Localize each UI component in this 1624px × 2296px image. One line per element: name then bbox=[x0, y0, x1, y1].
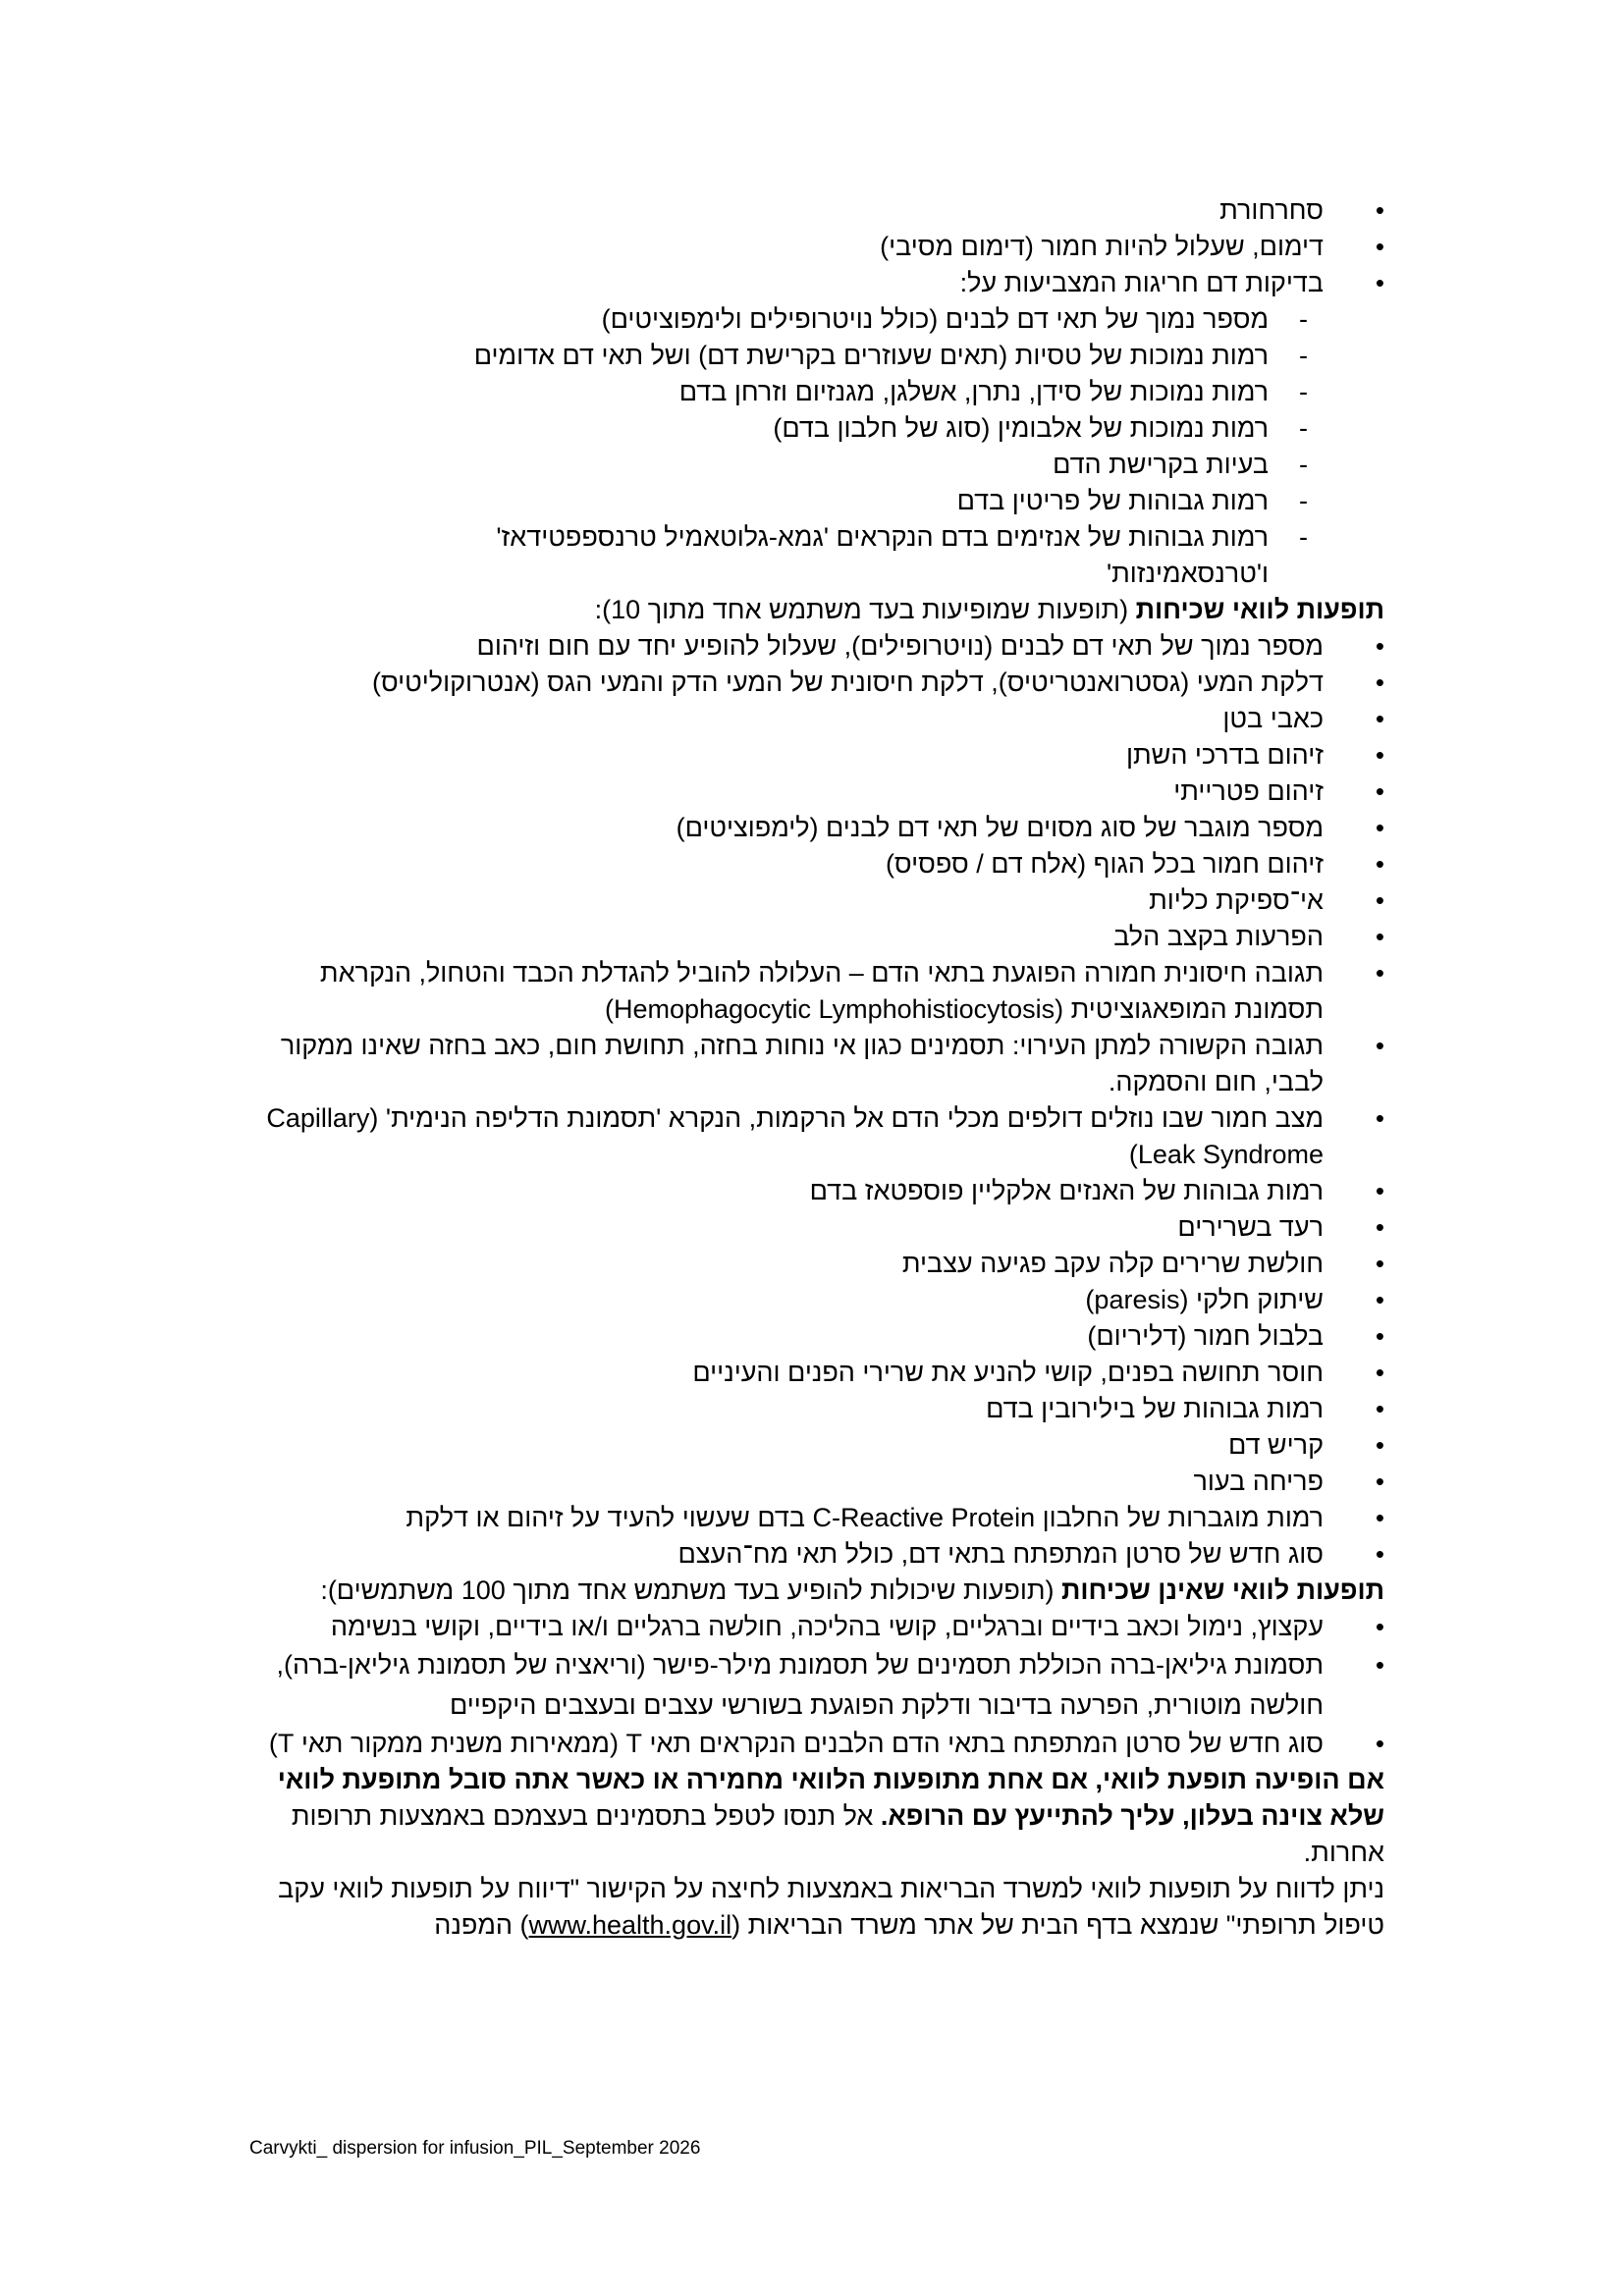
sub-list-item: - רמות נמוכות של אלבומין (סוג של חלבון בדם) bbox=[249, 410, 1384, 447]
sub-list-item: - מספר נמוך של תאי דם לבנים (כולל נויטרופילים ולימפוציטים) bbox=[249, 301, 1384, 338]
list-item: • סוג חדש של סרטן המתפתח בתאי דם, כולל תאי מח־העצם bbox=[249, 1536, 1384, 1573]
list-item: • מספר נמוך של תאי דם לבנים (נויטרופילים), שעלול להופיע יחד עם חום וזיהום bbox=[249, 628, 1384, 665]
list-item: • רמות גבוהות של האנזים אלקליין פוספטאז בדם bbox=[249, 1173, 1384, 1209]
list-item: • סחרחורת bbox=[249, 192, 1384, 229]
list-item: • תגובה חיסונית חמורה הפוגעת בתאי הדם – העלולה להוביל להגדלת הכבד והטחול, הנקראת תסמונת המופאגוציטית (Hemophagocytic Lymphohistiocytosis) bbox=[249, 955, 1384, 1028]
document-body bbox=[249, 192, 1384, 1944]
common-side-effects-list bbox=[249, 628, 1384, 1573]
report-text: ניתן לדווח על תופעות לוואי למשרד הבריאות באמצעות לחיצה על הקישור "דיווח על תופעות לוואי עקב טיפול תרופתי" שנמצא בדף הבית של אתר משרד הבריאות ( bbox=[278, 1874, 1384, 1940]
uncommon-heading-text: (תופעות שיכולות להופיע בעד משתמש אחד מתוך 100 משתמשים): bbox=[320, 1575, 1062, 1605]
list-item: • זיהום פטרייתי bbox=[249, 774, 1384, 810]
list-item: • שיתוק חלקי (paresis) bbox=[249, 1282, 1384, 1318]
top-bullet-list bbox=[249, 192, 1384, 301]
common-heading-bold: תופעות לוואי שכיחות bbox=[1135, 595, 1384, 624]
list-item: • בדיקות דם חריגות המצביעות על: bbox=[249, 265, 1384, 301]
list-item: • תגובה הקשורה למתן העירוי: תסמינים כגון אי נוחות בחזה, תחושת חום, כאב בחזה שאינו ממקור לבבי, חום והסמקה. bbox=[249, 1028, 1384, 1100]
uncommon-heading-bold: תופעות לוואי שאינן שכיחות bbox=[1061, 1575, 1384, 1605]
list-item: • דלקת המעי (גסטרואנטריטיס), דלקת חיסונית של המעי הדק והמעי הגס (אנטרוקוליטיס) bbox=[249, 665, 1384, 701]
list-item: • אי־ספיקת כליות bbox=[249, 882, 1384, 919]
list-item: • סוג חדש של סרטן המתפתח בתאי הדם הלבנים הנקראים תאי T (ממאירות משנית ממקור תאי T) bbox=[249, 1726, 1384, 1762]
list-item: • חולשת שרירים קלה עקב פגיעה עצבית bbox=[249, 1246, 1384, 1282]
list-item: • מספר מוגבר של סוג מסוים של תאי דם לבנים (לימפוציטים) bbox=[249, 810, 1384, 846]
list-item: • דימום, שעלול להיות חמור (דימום מסיבי) bbox=[249, 229, 1384, 265]
uncommon-side-effects-list bbox=[249, 1609, 1384, 1762]
page-footer: Carvykti_ dispersion for infusion_PIL_September 2026 bbox=[249, 2138, 701, 2159]
uncommon-side-effects-heading bbox=[249, 1573, 1384, 1609]
list-item: • עקצוץ, נימול וכאב בידיים וברגליים, קושי בהליכה, חולשה ברגליים ו/או בידיים, וקושי בנשימה bbox=[249, 1609, 1384, 1645]
health-ministry-link[interactable]: www.health.gov.il bbox=[528, 1910, 732, 1940]
list-item: • כאבי בטן bbox=[249, 701, 1384, 737]
warning-text: אל תנסו לטפל בתסמינים בעצמכם באמצעות תרופות אחרות. bbox=[291, 1801, 1384, 1867]
list-item: • הפרעות בקצב הלב bbox=[249, 919, 1384, 955]
report-paragraph bbox=[249, 1871, 1384, 1944]
sub-list-item: - רמות גבוהות של פריטין בדם bbox=[249, 483, 1384, 519]
list-item: • רמות מוגברות של החלבון C-Reactive Protein בדם שעשוי להעיד על זיהום או דלקת bbox=[249, 1500, 1384, 1536]
sub-list-item: - רמות נמוכות של טסיות (תאים שעוזרים בקרישת דם) ושל תאי דם אדומים bbox=[249, 338, 1384, 374]
sub-list-item: - רמות נמוכות של סידן, נתרן, אשלגן, מגנזיום וזרחן בדם bbox=[249, 374, 1384, 410]
list-item: • בלבול חמור (דליריום) bbox=[249, 1318, 1384, 1355]
warning-paragraph bbox=[249, 1762, 1384, 1871]
report-text-end: ) המפנה bbox=[434, 1910, 529, 1940]
list-item: • רעד בשרירים bbox=[249, 1209, 1384, 1246]
list-item: • רמות גבוהות של בילירובין בדם bbox=[249, 1391, 1384, 1427]
sub-list-item: - בעיות בקרישת הדם bbox=[249, 447, 1384, 483]
common-heading-text: (תופעות שמופיעות בעד משתמש אחד מתוך 10): bbox=[594, 595, 1136, 624]
blood-test-sublist bbox=[249, 301, 1384, 592]
list-item: • זיהום חמור בכל הגוף (אלח דם / ספסיס) bbox=[249, 846, 1384, 882]
list-item: • פריחה בעור bbox=[249, 1464, 1384, 1500]
list-item: • מצב חמור שבו נוזלים דולפים מכלי הדם אל הרקמות, הנקרא 'תסמונת הדליפה הנימית' (Capillary Leak Syndrome) bbox=[249, 1100, 1384, 1173]
list-item: • קריש דם bbox=[249, 1427, 1384, 1464]
list-item: • זיהום בדרכי השתן bbox=[249, 737, 1384, 774]
list-item: • תסמונת גיליאן-ברה הכוללת תסמינים של תסמונת מילר-פישר (וריאציה של תסמונת גיליאן-ברה), חולשה מוטורית, הפרעה בדיבור ודלקת הפוגעת בשורשי עצבים ובעצבים היקפיים bbox=[249, 1645, 1384, 1726]
sub-list-item: - רמות גבוהות של אנזימים בדם הנקראים 'גמא-גלוטאמיל טרנספפטידאז' ו'טרנסאמינזות' bbox=[424, 519, 1384, 592]
list-item: • חוסר תחושה בפנים, קושי להניע את שרירי הפנים והעיניים bbox=[249, 1355, 1384, 1391]
common-side-effects-heading bbox=[249, 592, 1384, 628]
warning-bold-text: אם הופיעה תופעת לוואי, אם אחת מתופעות הלוואי מחמירה או כאשר אתה סובל מתופעת לוואי שלא צוינה בעלון, עליך להתייעץ עם הרופא. bbox=[277, 1765, 1384, 1831]
